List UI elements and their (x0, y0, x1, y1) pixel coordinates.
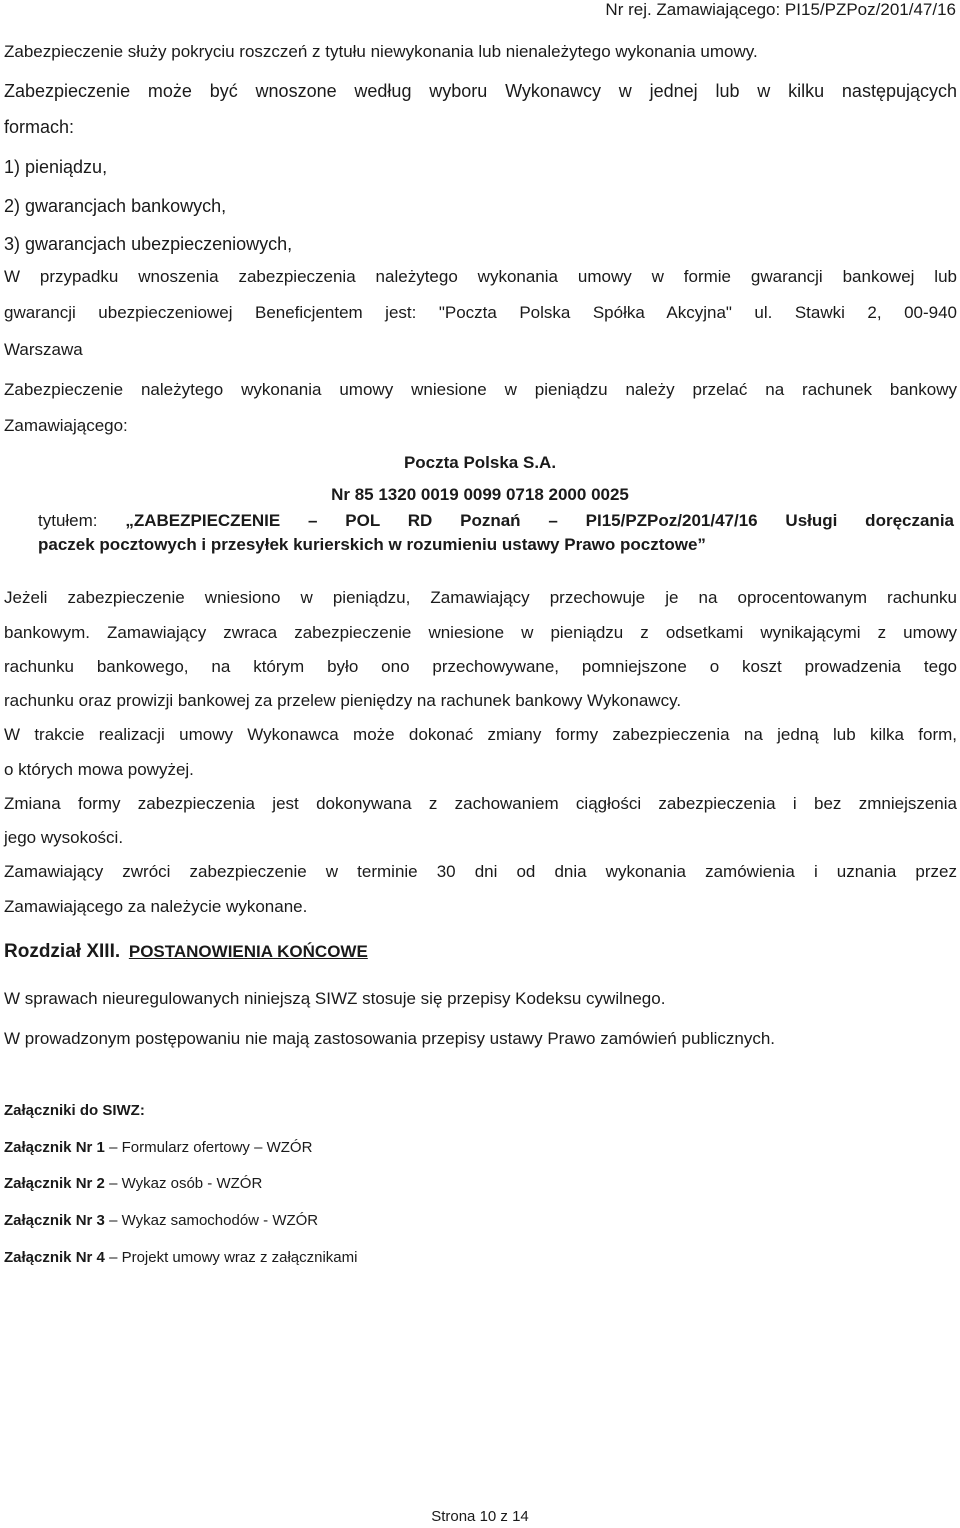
attachment-description: – Projekt umowy wraz z załącznikami (109, 1249, 358, 1266)
document-reference: Nr rej. Zamawiającego: PI15/PZPoz/201/47/16 (605, 0, 956, 19)
transfer-title-text: „ZABEZPIECZENIE – POL RD Poznań – PI15/PZPoz/201/47/16 Usługi doręczania (125, 511, 954, 530)
attachment-description: – Wykaz samochodów - WZÓR (109, 1212, 319, 1229)
paragraph-procurement-law: W prowadzonym postępowaniu nie mają zastosowania przepisy ustawy Prawo zamówień publicznych. (4, 1029, 776, 1048)
paragraph-transfer-cont: Zamawiającego: (4, 416, 128, 435)
paragraph-deposit: Jeżeli zabezpieczenie wniesiono w pieniądzu, Zamawiający przechowuje je na oprocentowanym rachunku (4, 588, 957, 607)
paragraph-change-form-end: o których mowa powyżej. (4, 760, 194, 779)
paragraph-transfer: Zabezpieczenie należytego wykonania umowy wniesione w pieniądzu należy przelać na rachunek bankowy (4, 380, 957, 399)
paragraph-deposit-end: rachunku oraz prowizji bankowej za przelew pieniędzy na rachunek bankowy Wykonawcy. (4, 691, 682, 710)
list-item: 2) gwarancjach bankowych, (4, 196, 227, 216)
list-item (4, 1212, 318, 1229)
page-number: Strona 10 z 14 (431, 1508, 529, 1525)
paragraph-deposit-cont: bankowym. Zamawiający zwraca zabezpieczenie wniesione w pieniądzu z odsetkami wynikającymi z umowy (4, 623, 957, 642)
paragraph-change-form: W trakcie realizacji umowy Wykonawca może dokonać zmiany formy zabezpieczenia na jedną lub kilka form, (4, 725, 957, 744)
paragraph-civil-code: W sprawach nieuregulowanych niniejszą SIWZ stosuje się przepisy Kodeksu cywilnego. (4, 989, 666, 1008)
paragraph-beneficiary-cont: gwarancji ubezpieczeniowej Beneficjentem jest: "Poczta Polska Spółka Akcyjna" ul. Stawki 2, 00-940 (4, 303, 957, 322)
paragraph-deposit-cont: rachunku bankowego, na którym było ono przechowywane, pomniejszone o koszt prowadzenia tego (4, 657, 957, 676)
attachment-label: Załącznik Nr 4 (4, 1249, 105, 1266)
paragraph-continuity-end: jego wysokości. (4, 828, 124, 847)
paragraph-return-end: Zamawiającego za należycie wykonane. (4, 897, 308, 916)
bank-account-number: Nr 85 1320 0019 0099 0718 2000 0025 (331, 485, 629, 504)
attachment-description: – Wykaz osób - WZÓR (109, 1175, 263, 1192)
list-item: 1) pieniądzu, (4, 157, 108, 177)
list-item (4, 1139, 312, 1156)
list-item: 3) gwarancjach ubezpieczeniowych, (4, 234, 293, 254)
paragraph-return: Zamawiający zwróci zabezpieczenie w terminie 30 dni od dnia wykonania zamówienia i uznania przez (4, 862, 957, 881)
section-title: POSTANOWIENIA KOŃCOWE (128, 942, 368, 961)
attachment-label: Załącznik Nr 1 (4, 1139, 105, 1156)
paragraph-beneficiary-end: Warszawa (4, 340, 83, 359)
paragraph-forms-intro: Zabezpieczenie może być wnoszone według wyboru Wykonawcy w jednej lub w kilku następujących (4, 81, 957, 101)
attachment-label: Załącznik Nr 3 (4, 1212, 105, 1229)
attachments-heading: Załączniki do SIWZ: (4, 1102, 145, 1119)
paragraph-forms-intro-cont: formach: (4, 117, 75, 137)
section-heading (4, 941, 368, 963)
paragraph-security-purpose: Zabezpieczenie służy pokryciu roszczeń z tytułu niewykonania lub nienależytego wykonania umowy. (4, 42, 758, 61)
list-item (4, 1175, 262, 1192)
transfer-title-line-2: paczek pocztowych i przesyłek kurierskich w rozumieniu ustawy Prawo pocztowe” (38, 535, 706, 554)
paragraph-continuity: Zmiana formy zabezpieczenia jest dokonywana z zachowaniem ciągłości zabezpieczenia i bez zmniejszenia (4, 794, 957, 813)
attachment-description: – Formularz ofertowy – WZÓR (109, 1139, 313, 1156)
transfer-title-line-1 (38, 511, 954, 531)
bank-name: Poczta Polska S.A. (403, 453, 557, 472)
paragraph-beneficiary: W przypadku wnoszenia zabezpieczenia należytego wykonania umowy w formie gwarancji bankowej lub (4, 267, 957, 286)
section-number: Rozdział XIII. (4, 941, 121, 962)
attachment-label: Załącznik Nr 2 (4, 1175, 105, 1192)
transfer-title-label: tytułem: (38, 511, 98, 530)
list-item (4, 1249, 357, 1266)
